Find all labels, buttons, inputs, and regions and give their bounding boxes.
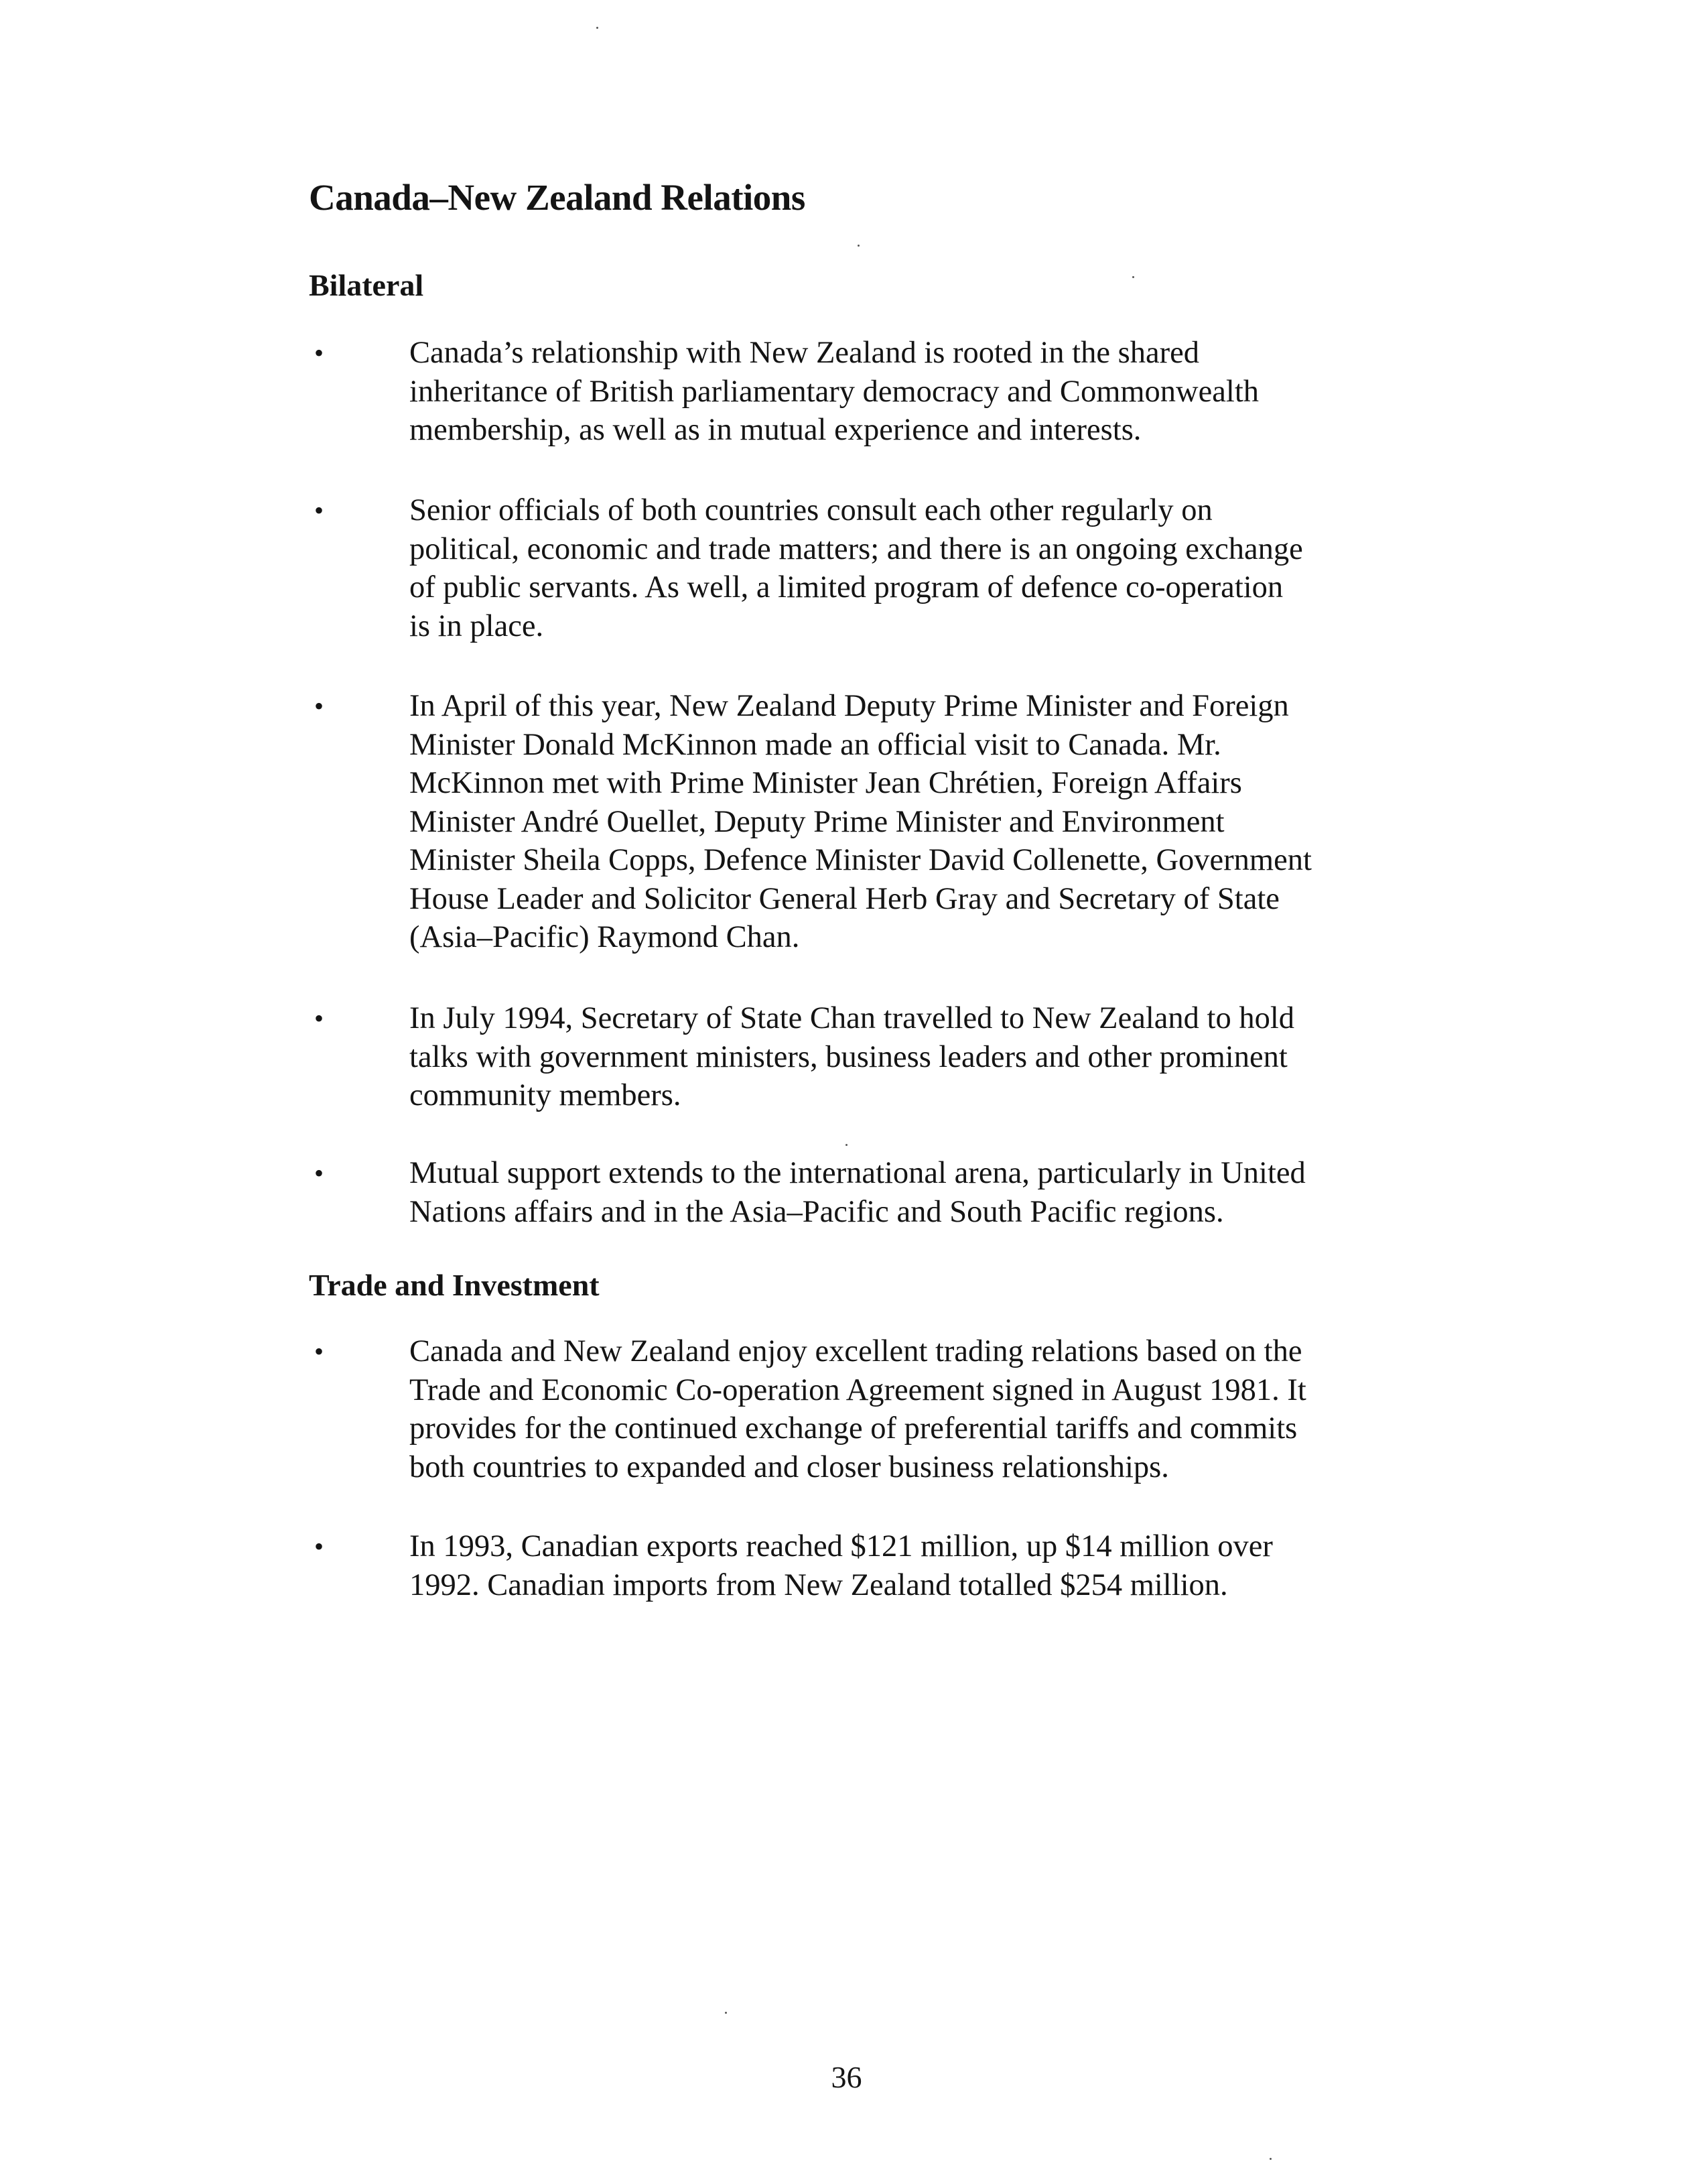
scan-speck [725, 2012, 727, 2014]
bullet-item [309, 1154, 1461, 1234]
bullet-icon: • [314, 338, 324, 368]
scan-speck [845, 1144, 848, 1146]
bullet-text: Senior officials of both countries consult each other regularly on political, economic and trade matters; and there is an ongoing exchange of public servants. As well, a limited program of defence co-operation is in place. [409, 493, 1303, 643]
bullet-item [309, 334, 1461, 495]
page-number: 36 [831, 2060, 862, 2094]
bullet-item [309, 1332, 1461, 1493]
bullet-icon: • [314, 1003, 324, 1033]
scan-speck [596, 27, 598, 29]
section-heading-bilateral: Bilateral [309, 268, 424, 302]
bullet-text: In April of this year, New Zealand Deputy Prime Minister and Foreign Minister Donald McKinnon made an official visit to Canada. Mr. McKinnon met with Prime Minister Jean Chrétien, Foreign Affairs Minister André Ouellet, Deputy Prime Minister and Environment Minister Sheila Copps, Defence Minister David Collenette, Government House Leader and Solicitor General Herb Gray and Secretary of State (Asia–Pacific) Raymond Chan. [409, 689, 1312, 954]
page-title: Canada–New Zealand Relations [309, 177, 805, 218]
section-heading-trade-investment: Trade and Investment [309, 1268, 600, 1302]
bullet-icon: • [314, 691, 324, 721]
bullet-item [309, 1527, 1461, 1608]
bullet-text: Mutual support extends to the international arena, particularly in United Nations affairs and in the Asia–Pacific and South Pacific regions. [409, 1156, 1306, 1229]
scan-speck [858, 245, 860, 247]
bullet-text: Canada and New Zealand enjoy excellent trading relations based on the Trade and Economic Co-operation Agreement signed in August 1981. It provides for the continued exchange of preferential tariffs and commits both countries to expanded and closer business relationships. [409, 1334, 1306, 1484]
bullet-icon: • [314, 1158, 324, 1188]
bullet-icon: • [314, 495, 324, 525]
bullet-text: In July 1994, Secretary of State Chan travelled to New Zealand to hold talks with government ministers, business leaders and other prominent community members. [409, 1001, 1295, 1112]
bullet-icon: • [314, 1336, 324, 1366]
bullet-item [309, 687, 1461, 968]
scan-speck [1132, 276, 1134, 278]
bullet-item [309, 999, 1461, 1120]
bullet-icon: • [314, 1531, 324, 1561]
bullet-item [309, 491, 1461, 652]
bullet-text: In 1993, Canadian exports reached $121 million, up $14 million over 1992. Canadian imports from New Zealand totalled $254 million. [409, 1529, 1273, 1602]
bullet-text: Canada’s relationship with New Zealand is rooted in the shared inheritance of British parliamentary democracy and Commonwealth membership, as well as in mutual experience and interests. [409, 336, 1259, 447]
scan-speck [1270, 2158, 1272, 2160]
